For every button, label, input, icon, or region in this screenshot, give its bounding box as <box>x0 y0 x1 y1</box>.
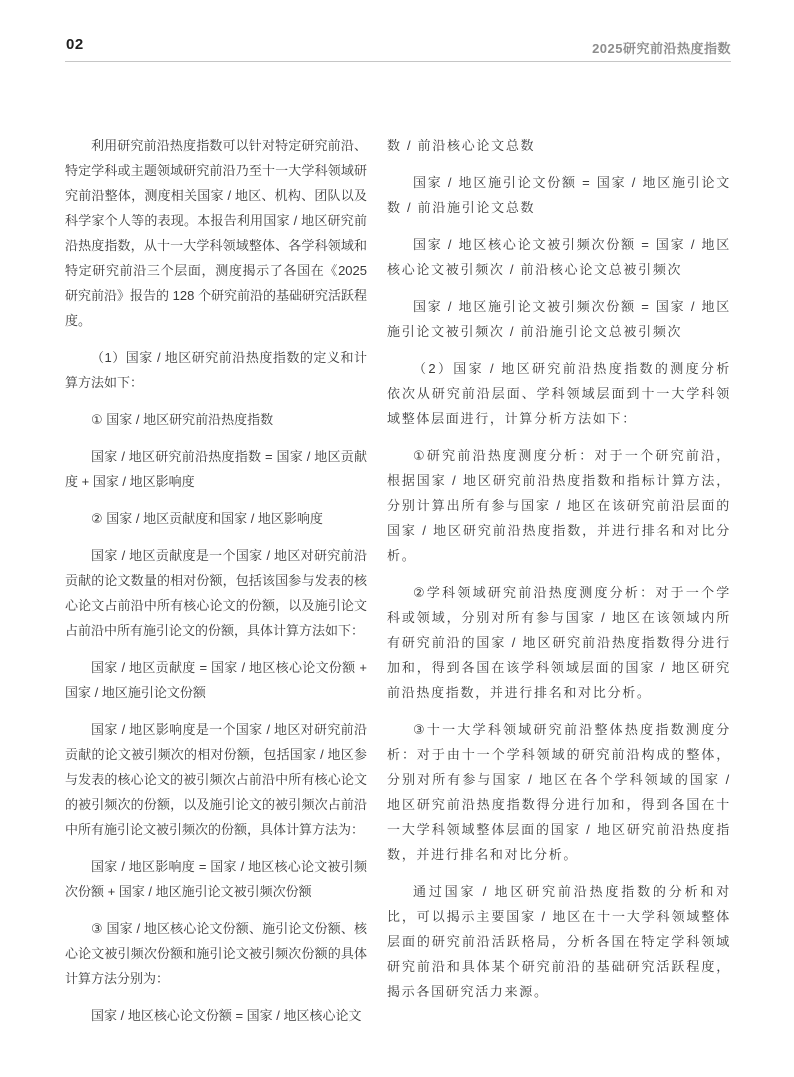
paragraph: 数 / 前沿核心论文总数 <box>387 138 536 153</box>
paragraph: 国家 / 地区研究前沿热度指数 = 国家 / 地区贡献度 + 国家 / 地区影响度 <box>65 449 367 489</box>
paragraph: 国家 / 地区影响度是一个国家 / 地区对研究前沿贡献的论文被引频次的相对份额，包括国家 / 地区参与发表的核心论文的被引频次占前沿中所有核心论文的被引频次的份额，以及施引论文的被引频次占前沿中所有施引论文被引频次的份额，具体计算方法为： <box>65 722 367 837</box>
paragraph: 通过国家 / 地区研究前沿热度指数的分析和对比，可以揭示主要国家 / 地区在十一大学科领域整体层面的研究前沿活跃格局，分析各国在特定学科领域研究前沿和具体某个研究前沿的基础研究活跃程度，揭示各国研究活力来源。 <box>387 884 731 999</box>
paragraph: ② 国家 / 地区贡献度和国家 / 地区影响度 <box>91 511 323 526</box>
paragraph: （2）国家 / 地区研究前沿热度指数的测度分析依次从研究前沿层面、学科领域层面到十一大学科领域整体层面进行，计算分析方法如下： <box>387 361 731 426</box>
paragraph: ① 国家 / 地区研究前沿热度指数 <box>91 412 274 427</box>
paragraph: 国家 / 地区影响度 = 国家 / 地区核心论文被引频次份额 + 国家 / 地区施引论文被引频次份额 <box>65 859 367 899</box>
paragraph: ③ 国家 / 地区核心论文份额、施引论文份额、核心论文被引频次份额和施引论文被引频次份额的具体计算方法分别为： <box>65 921 367 986</box>
paragraph: 利用研究前沿热度指数可以针对特定研究前沿、特定学科或主题领域研究前沿乃至十一大学科领域研究前沿整体，测度相关国家 / 地区、机构、团队以及科学家个人等的表现。本报告利用国家 / 地区研究前沿热度指数，从十一大学科领域整体、各学科领域和特定研究前沿三个层面，测度揭示了各国在《2025 研究前沿》报告的 128 个研究前沿的基础研究活跃程度。 <box>65 138 367 328</box>
paragraph: ①研究前沿热度测度分析：对于一个研究前沿，根据国家 / 地区研究前沿热度指数和指标计算方法，分别计算出所有参与国家 / 地区在该研究前沿层面的国家 / 地区研究前沿热度指数，并进行排名和对比分析。 <box>387 448 731 563</box>
paragraph: 国家 / 地区施引论文份额 = 国家 / 地区施引论文数 / 前沿施引论文总数 <box>387 175 731 215</box>
paragraph: 国家 / 地区贡献度 = 国家 / 地区核心论文份额 + 国家 / 地区施引论文份额 <box>65 660 367 700</box>
text-column-right <box>387 133 731 1004</box>
running-head-title: 2025研究前沿热度指数 <box>592 41 731 56</box>
paragraph: 国家 / 地区贡献度是一个国家 / 地区对研究前沿贡献的论文数量的相对份额，包括该国参与发表的核心论文占前沿中所有核心论文的份额，以及施引论文占前沿中所有施引论文的份额，具体计算方法如下： <box>65 548 367 638</box>
page-number: 02 <box>66 36 84 53</box>
paragraph: ②学科领域研究前沿热度测度分析：对于一个学科或领域，分别对所有参与国家 / 地区在该领域内所有研究前沿的国家 / 地区研究前沿热度指数得分进行加和，得到各国在该学科领域层面的国家 / 地区研究前沿热度指数，并进行排名和对比分析。 <box>387 585 731 700</box>
paragraph: 国家 / 地区核心论文被引频次份额 = 国家 / 地区核心论文被引频次 / 前沿核心论文总被引频次 <box>387 237 731 277</box>
paragraph: 国家 / 地区施引论文被引频次份额 = 国家 / 地区施引论文被引频次 / 前沿施引论文总被引频次 <box>387 299 731 339</box>
text-column-left <box>65 133 367 1028</box>
paragraph: （1）国家 / 地区研究前沿热度指数的定义和计算方法如下： <box>65 350 367 390</box>
paragraph: 国家 / 地区核心论文份额 = 国家 / 地区核心论文 <box>91 1008 362 1023</box>
paragraph: ③十一大学科领域研究前沿整体热度指数测度分析：对于由十一个学科领域的研究前沿构成的整体，分别对所有参与国家 / 地区在各个学科领域的国家 / 地区研究前沿热度指数得分进行加和，得到各国在十一大学科领域整体层面的国家 / 地区研究前沿热度指数，并进行排名和对比分析。 <box>387 722 731 862</box>
header-rule <box>65 61 731 62</box>
